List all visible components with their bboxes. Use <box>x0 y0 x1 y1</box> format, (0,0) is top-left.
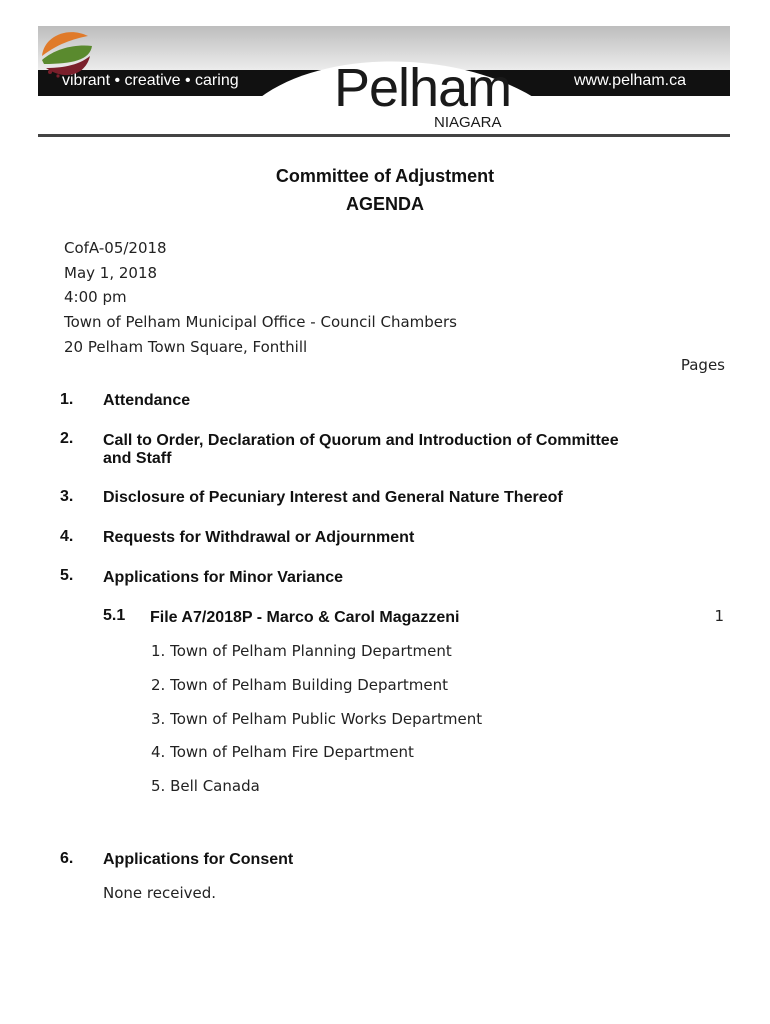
meeting-location: Town of Pelham Municipal Office - Council Chambers <box>64 313 457 332</box>
subitem-page-number: 1 <box>714 607 724 625</box>
agenda-item-number: 6. <box>60 850 74 867</box>
agenda-item-number: 1. <box>60 391 74 408</box>
department-list-item: 5. Bell Canada <box>151 777 260 795</box>
logo-wordmark: Pelham <box>334 58 512 118</box>
agenda-item-number: 4. <box>60 528 74 545</box>
subitem-title: File A7/2018P - Marco & Carol Magazzeni <box>150 609 460 626</box>
consent-note: None received. <box>103 884 217 902</box>
agenda-item-number: 3. <box>60 488 74 505</box>
header-banner <box>38 26 730 138</box>
department-list-item: 4. Town of Pelham Fire Department <box>151 743 414 761</box>
tagline: vibrant • creative • caring <box>62 72 239 89</box>
file-number: CofA-05/2018 <box>64 239 167 257</box>
agenda-item-title: Call to Order, Declaration of Quorum and Introduction of Committee and Staff <box>103 432 619 467</box>
meeting-address: 20 Pelham Town Square, Fonthill <box>64 337 308 356</box>
subitem-number: 5.1 <box>103 607 126 624</box>
department-list-item: 2. Town of Pelham Building Department <box>151 676 449 694</box>
meeting-date: May 1, 2018 <box>64 263 158 282</box>
department-list-item: 3. Town of Pelham Public Works Department <box>151 710 483 728</box>
logo-region: NIAGARA <box>434 114 502 131</box>
agenda-item-title: Requests for Withdrawal or Adjournment <box>103 529 415 546</box>
meeting-details <box>64 236 457 360</box>
document-title: Committee of Adjustment <box>275 166 495 186</box>
document-subtitle: AGENDA <box>345 194 424 214</box>
agenda-item-title: Disclosure of Pecuniary Interest and General Nature Thereof <box>103 489 563 506</box>
agenda-item-number: 2. <box>60 430 74 447</box>
pages-column-label: Pages <box>680 356 725 374</box>
agenda-item-title: Attendance <box>103 392 191 409</box>
department-list-item: 1. Town of Pelham Planning Department <box>151 642 452 660</box>
pelham-logo-icon <box>38 26 94 84</box>
agenda-item-title: Applications for Minor Variance <box>103 569 344 586</box>
agenda-item-number: 5. <box>60 567 74 584</box>
meeting-time: 4:00 pm <box>64 288 127 307</box>
agenda-item-title: Applications for Consent <box>103 851 294 868</box>
website-link[interactable]: www.pelham.ca <box>573 72 686 89</box>
